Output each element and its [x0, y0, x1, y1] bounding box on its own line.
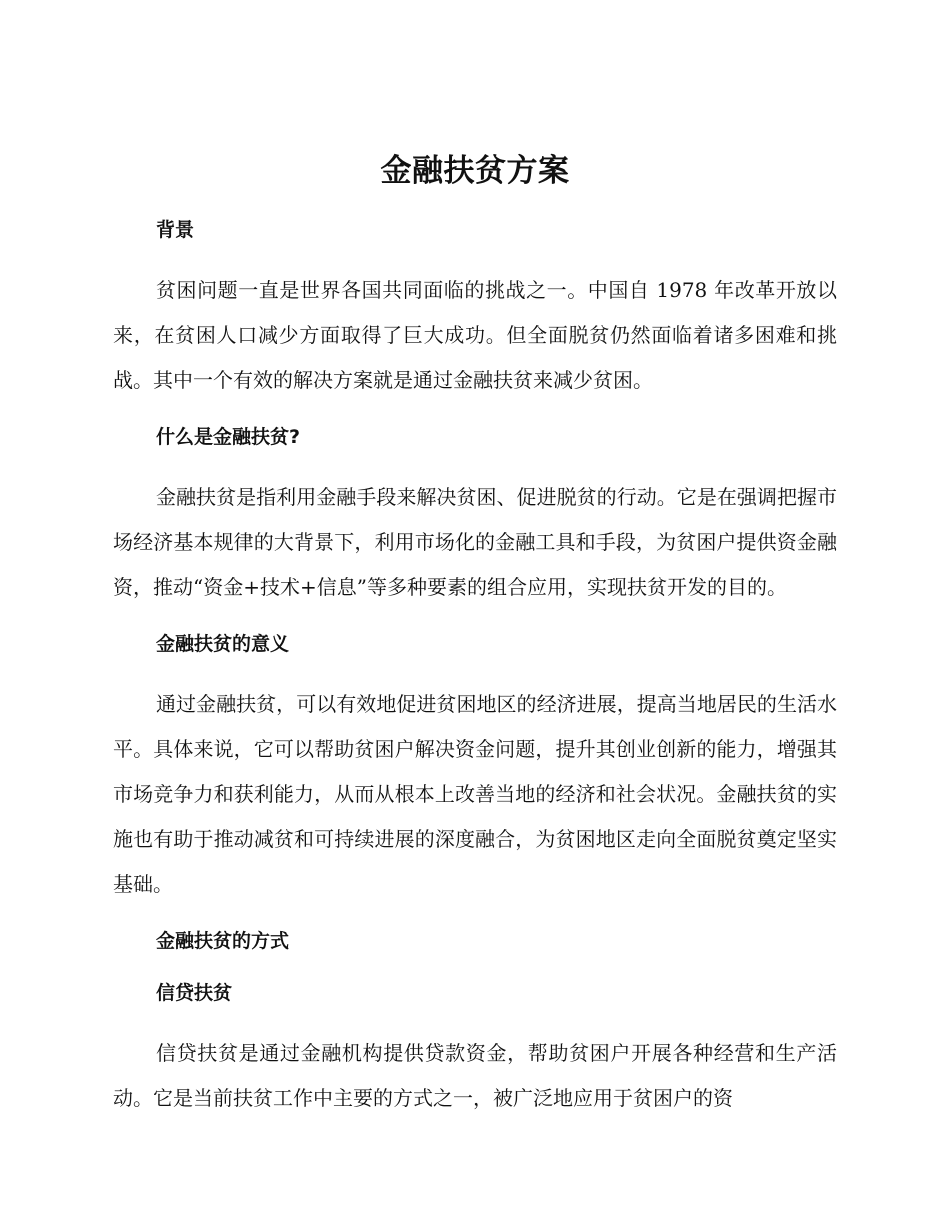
section-paragraph-significance: 通过金融扶贫，可以有效地促进贫困地区的经济进展，提高当地居民的生活水平。具体来说，它可以帮助贫困户解决资金问题，提升其创业创新的能力，增强其市场竞争力和获利能力，从而从根本上改善当地的经济和社会状况。金融扶贫的实施也有助于推动减贫和可持续进展的深度融合，为贫困地区走向全面脱贫奠定坚实基础。 [113, 692, 837, 896]
section-heading-background: 背景 [156, 219, 195, 241]
section-heading-what-is: 什么是金融扶贫? [156, 426, 301, 448]
section-heading-methods: 金融扶贫的方式 [156, 930, 290, 952]
section-heading-significance: 金融扶贫的意义 [156, 633, 290, 655]
section-heading-credit: 信贷扶贫 [156, 982, 233, 1004]
section-paragraph-what-is: 金融扶贫是指利用金融手段来解决贫困、促进脱贫的行动。它是在强调把握市场经济基本规律的大背景下，利用市场化的金融工具和手段，为贫困户提供资金融资，推动“资金+技术+信息”等多种要素的组合应用，实现扶贫开发的目的。 [113, 485, 837, 599]
section-paragraph-background: 贫困问题一直是世界各国共同面临的挑战之一。中国自 1978 年改革开放以来，在贫困人口减少方面取得了巨大成功。但全面脱贫仍然面临着诸多困难和挑战。其中一个有效的解决方案就是通过金融扶贫来减少贫困。 [113, 278, 837, 392]
section-paragraph-credit: 信贷扶贫是通过金融机构提供贷款资金，帮助贫困户开展各种经营和生产活动。它是当前扶贫工作中主要的方式之一，被广泛地应用于贫困户的资 [113, 1041, 837, 1110]
document-title: 金融扶贫方案 [380, 153, 570, 189]
